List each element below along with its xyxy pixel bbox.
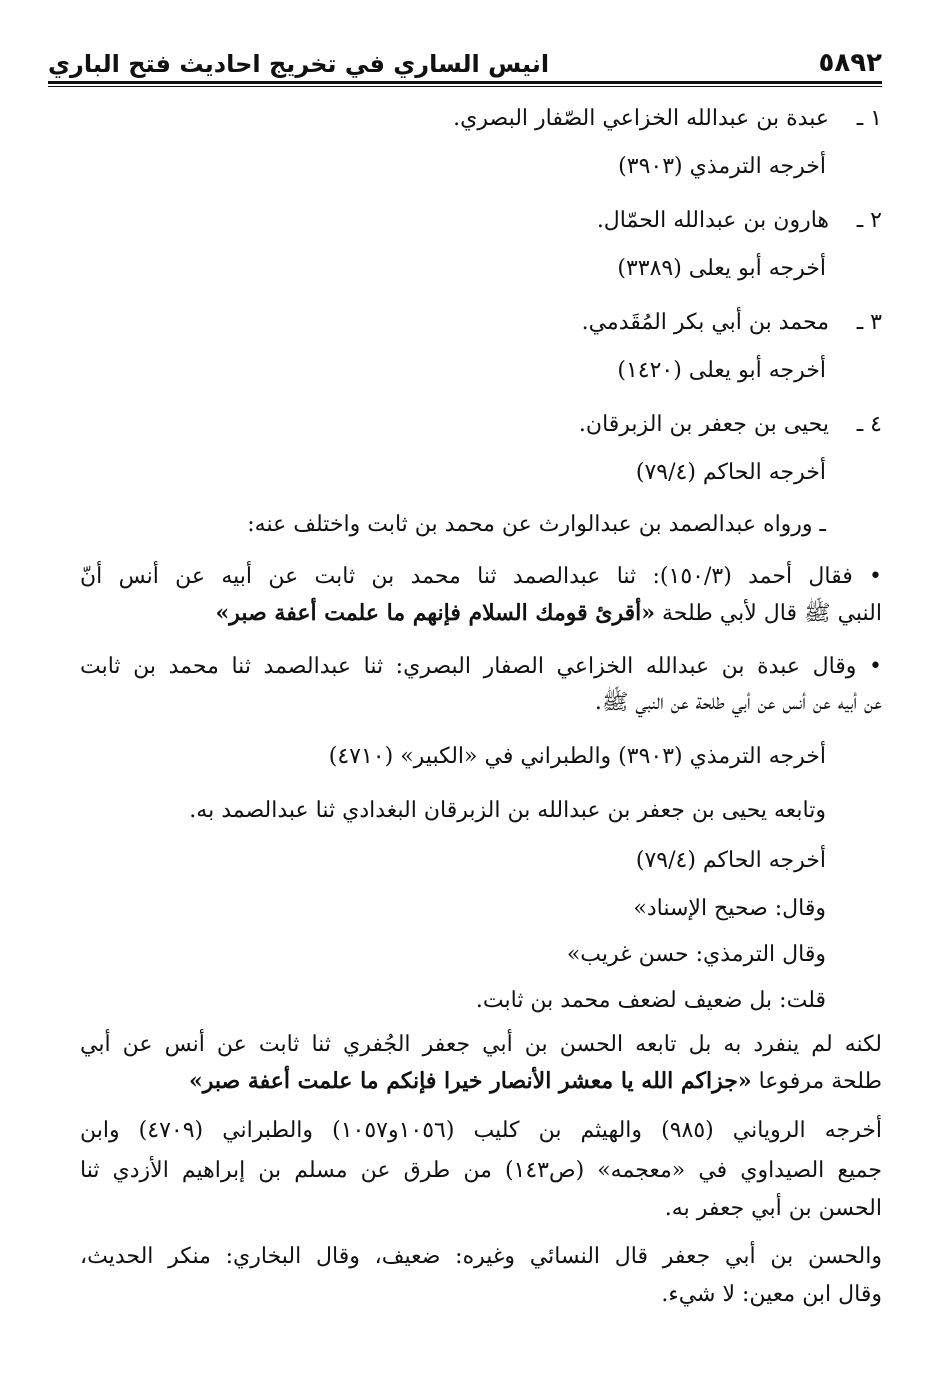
paragraph-line: الحسن بن أبي جعفر به.	[664, 1196, 882, 1221]
paragraph-line: • فقال أحمد (١٥٠/٣): ثنا عبدالصمد ثنا محمد بن ثابت عن أبيه عن أنس أنّ	[80, 564, 882, 589]
hadith-quote: «أقرئ قومك السلام فإنهم ما علمت أعفة صبر»	[215, 600, 656, 626]
paragraph-line: لكنه لم ينفرد به بل تابعه الحسن بن أبي جعفر الجُفري ثنا ثابت عن أنس عن أبي	[80, 1032, 882, 1057]
paragraph-line	[189, 1066, 882, 1097]
quote-line: وقال: صحيح الإسناد»	[633, 896, 826, 921]
list-item-number: ١ ـ	[856, 106, 882, 131]
header-rule-thin	[48, 86, 882, 87]
narrator-name: هارون بن عبدالله الحمّال.	[596, 208, 829, 233]
page-header	[48, 38, 882, 78]
list-item-1	[453, 104, 882, 134]
source-line: أخرجه أبو يعلى (١٤٢٠)	[617, 358, 826, 383]
list-item-number: ٤ ـ	[856, 412, 882, 437]
narrator-name: محمد بن أبي بكر المُقَدمي.	[581, 310, 829, 335]
list-item-2	[597, 206, 882, 236]
list-item-number: ٢ ـ	[856, 208, 882, 233]
quote-line: وقال الترمذي: حسن غريب»	[566, 942, 826, 967]
paragraph-line: قلت: بل ضعيف لضعف محمد بن ثابت.	[475, 988, 826, 1013]
book-title: انيس الساري في تخريج احاديث فتح الباري	[48, 50, 550, 78]
list-item-number: ٣ ـ	[856, 310, 882, 335]
source-line: أخرجه الحاكم (٧٩/٤)	[635, 848, 826, 873]
paragraph-line: والحسن بن أبي جعفر قال النسائي وغيره: ضعيف، وقال البخاري: منكر الحديث،	[80, 1244, 882, 1269]
paragraph-line: وقال ابن معين: لا شيء.	[661, 1282, 882, 1307]
paragraph-text: النبي ﷺ قال لأبي طلحة	[662, 601, 882, 626]
narrator-name: عبدة بن عبدالله الخزاعي الصّفار البصري.	[453, 106, 829, 131]
paragraph-line: جميع الصيداوي في «معجمه» (ص١٤٣) من طرق عن مسلم بن إبراهيم الأزدي ثنا	[80, 1158, 882, 1183]
paragraph-line: عن أبيه عن أنس عن أبي طلحة عن النبي ﷺ.	[594, 690, 882, 715]
list-item-4	[579, 410, 882, 440]
source-line: أخرجه الحاكم (٧٩/٤)	[635, 460, 826, 485]
paragraph-text: طلحة مرفوعا	[758, 1069, 882, 1094]
header-rule	[48, 81, 882, 84]
narrator-name: يحيى بن جعفر بن الزبرقان.	[578, 412, 829, 437]
paragraph-line: وتابعه يحيى بن جعفر بن عبدالله بن الزبرقان البغدادي ثنا عبدالصمد به.	[189, 798, 826, 823]
intro-line: ـ ورواه عبدالصمد بن عبدالوارث عن محمد بن ثابت واختلف عنه:	[247, 512, 826, 537]
list-item-3	[582, 308, 882, 338]
source-line: أخرجه أبو يعلى (٣٣٨٩)	[617, 256, 826, 281]
hadith-quote: «جزاكم الله يا معشر الأنصار خيرا فإنكم ما علمت أعفة صبر»	[188, 1068, 752, 1094]
source-line: أخرجه الترمذي (٣٩٠٣)	[618, 154, 826, 179]
paragraph-line: أخرجه الروياني (٩٨٥) والهيثم بن كليب (١٠٥٦و١٠٥٧) والطبراني (٤٧٠٩) وابن	[80, 1118, 882, 1143]
page-number: ٥٨٩٢	[818, 48, 882, 78]
paragraph-line	[216, 598, 882, 629]
source-line: أخرجه الترمذي (٣٩٠٣) والطبراني في «الكبير» (٤٧١٠)	[328, 744, 826, 769]
paragraph-line: • وقال عبدة بن عبدالله الخزاعي الصفار البصري: ثنا عبدالصمد ثنا محمد بن ثابت	[80, 654, 882, 679]
